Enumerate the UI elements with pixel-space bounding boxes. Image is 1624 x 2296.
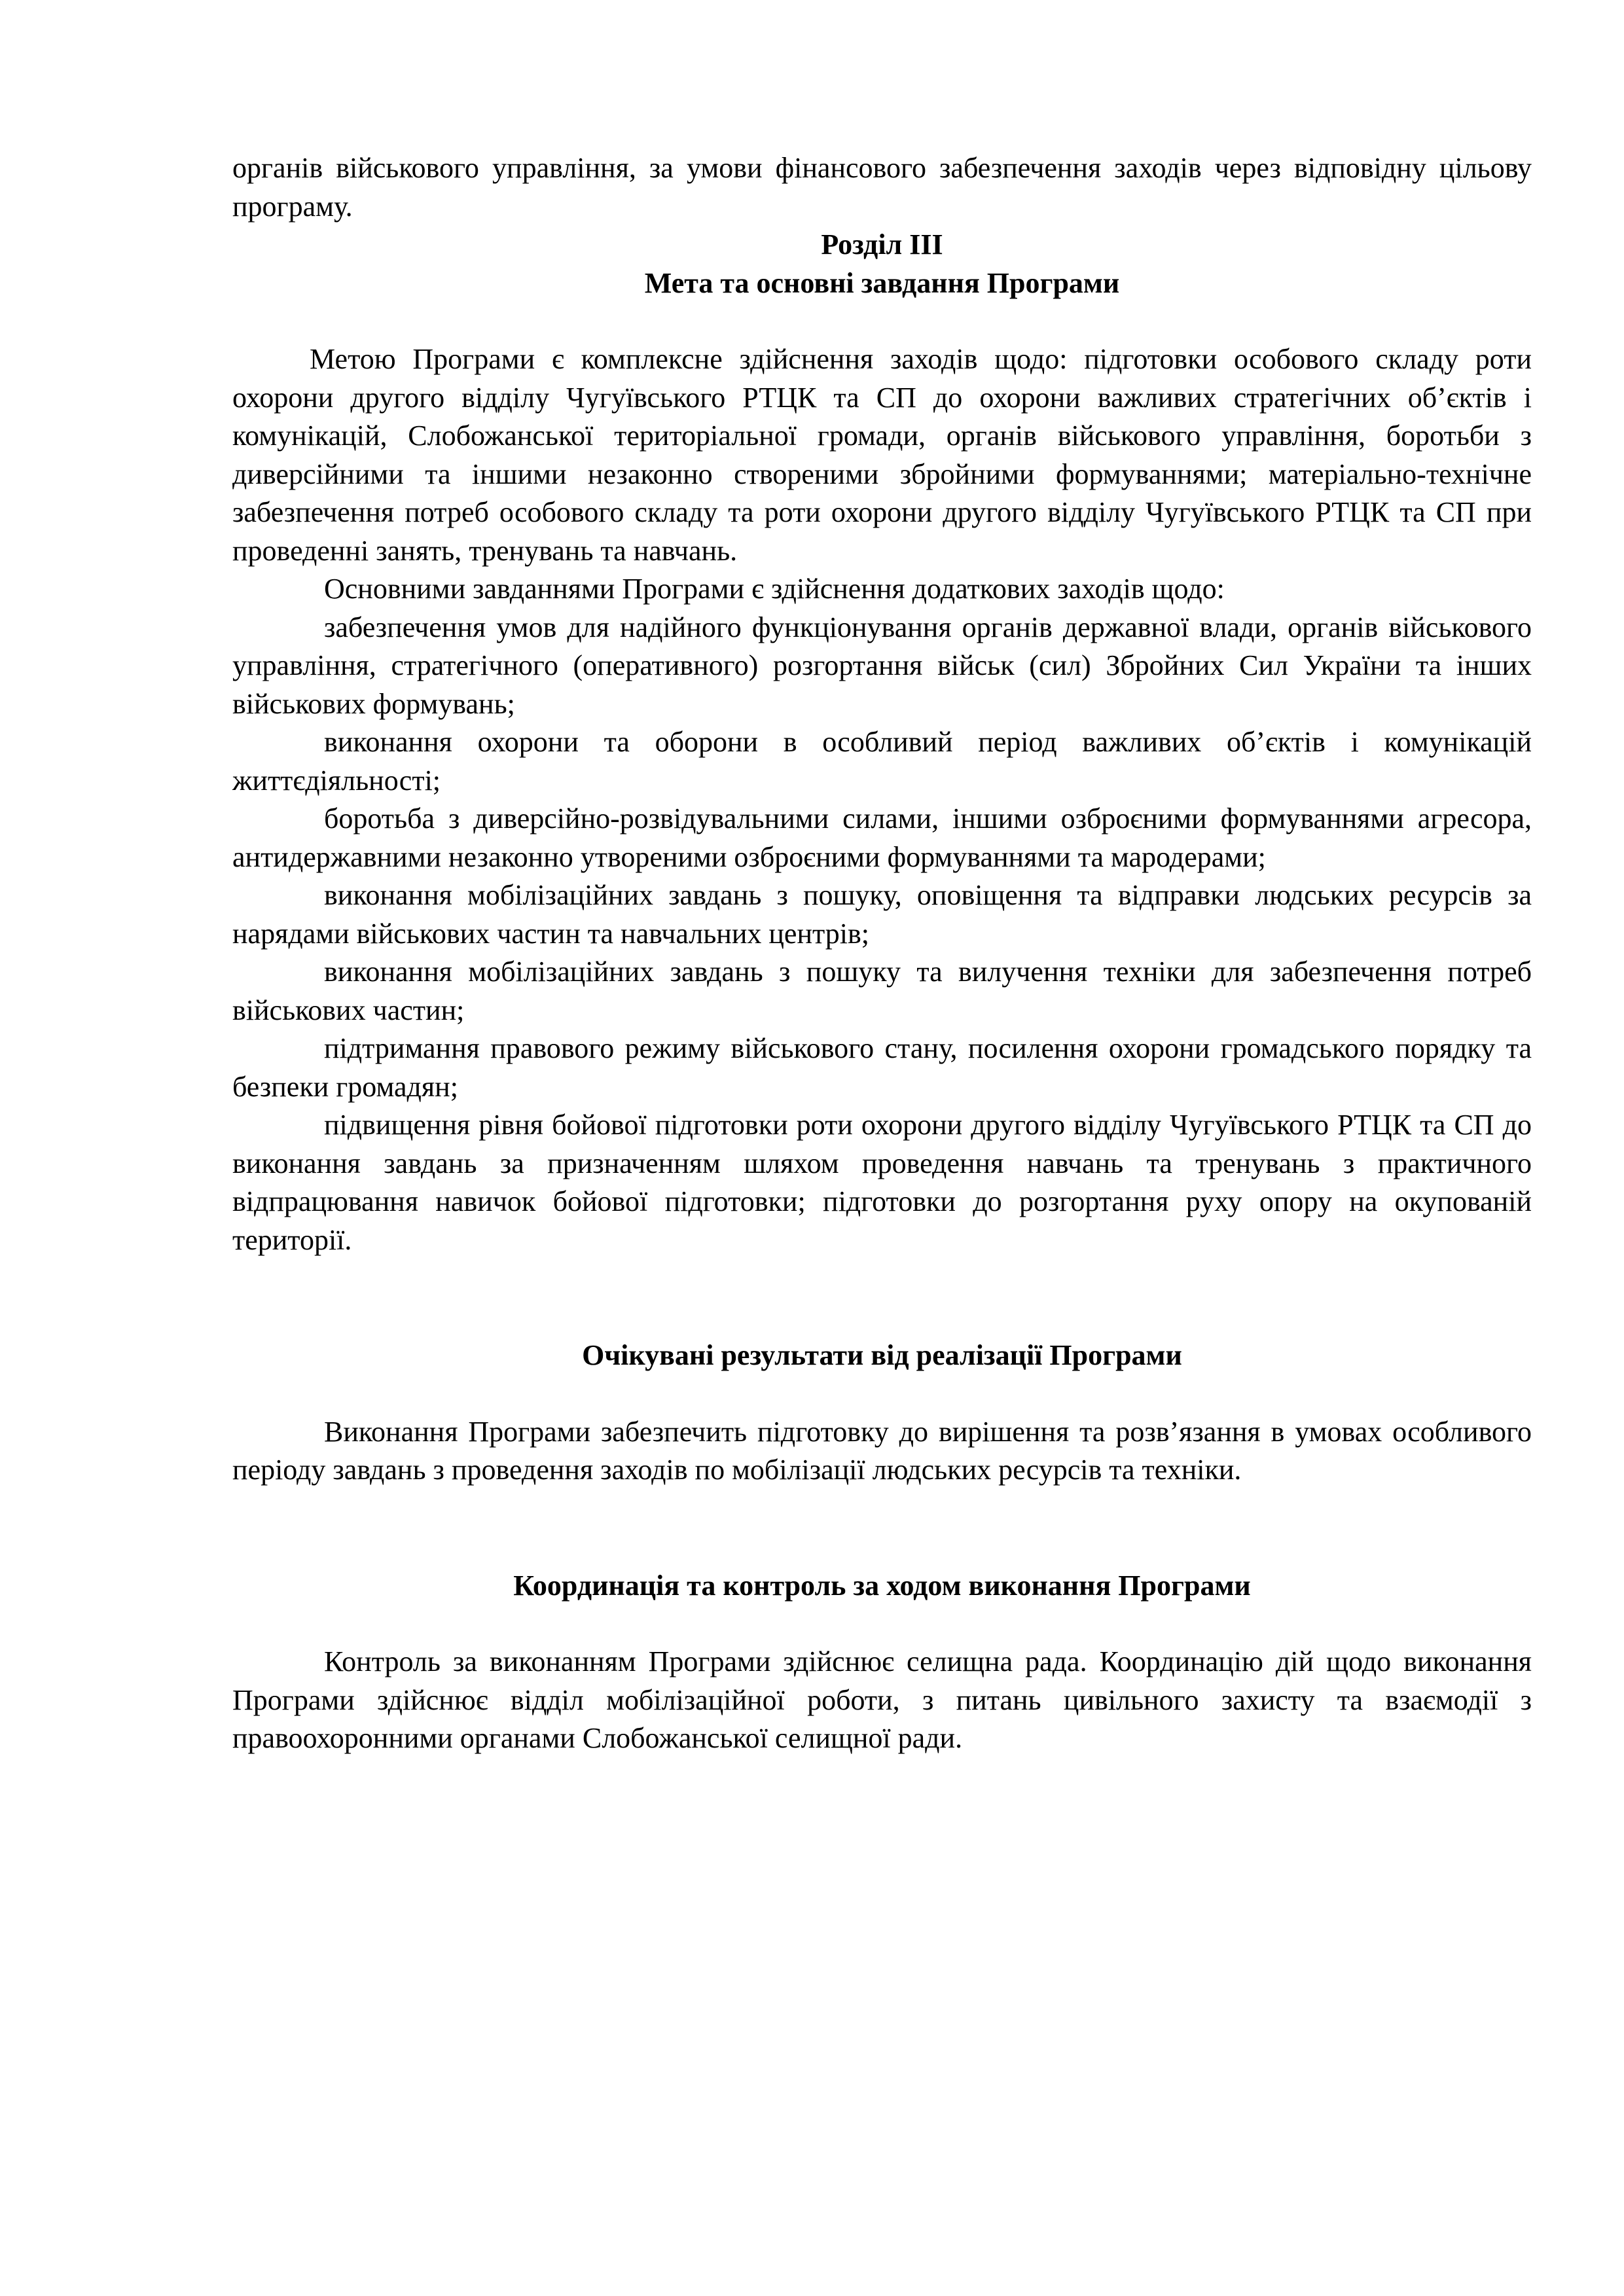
section-title: Мета та основні завдання Програми	[644, 266, 1120, 299]
task-item: підвищення рівня бойової підготовки роти охорони другого відділу Чугуївського РТЦК та СП до виконання завдань за призначенням шляхом проведення навчань та тренувань з практичного відпрацювання навичок бойової підготовки; підготовки до розгортання руху опору на окупованій території.	[232, 1109, 1532, 1256]
section-label: Розділ III	[821, 228, 943, 260]
spacer	[232, 1259, 1532, 1336]
control-heading: Координація та контроль за ходом виконання Програми	[513, 1569, 1251, 1602]
spacer	[232, 1490, 1532, 1567]
spacer	[232, 302, 1532, 340]
task-item: виконання мобілізаційних завдань з пошуку та вилучення техніки для забезпечення потреб військових частин;	[232, 956, 1532, 1026]
task-item: виконання охорони та оборони в особливий період важливих об’єктів і комунікацій життєдіяльності;	[232, 726, 1532, 797]
task-item: боротьба з диверсійно-розвідувальними силами, іншими озброєними формуваннями агресора, антидержавними незаконно утвореними озброєними формуваннями та мародерами;	[232, 802, 1532, 873]
task-item: підтримання правового режиму військового стану, посилення охорони громадського порядку та безпеки громадян;	[232, 1032, 1532, 1103]
spacer	[232, 1375, 1532, 1413]
tasks-list	[232, 609, 1532, 1260]
task-item: виконання мобілізаційних завдань з пошуку, оповіщення та відправки людських ресурсів за нарядами військових частин та навчальних центрів;	[232, 879, 1532, 950]
document-page	[232, 149, 1532, 1758]
control-paragraph: Контроль за виконанням Програми здійснює селищна рада. Координацію дій щодо виконання Програми здійснює відділ мобілізаційної роботи, з питань цивільного захисту та взаємодії з правоохоронними органами Слобожанської селищної ради.	[232, 1645, 1532, 1754]
tasks-intro: Основними завданнями Програми є здійснення додаткових заходів щодо:	[324, 573, 1225, 605]
goal-paragraph: Метою Програми є комплексне здійснення заходів щодо: підготовки особового складу роти охорони другого відділу Чугуївського РТЦК та СП до охорони важливих стратегічних об’єктів і комунікацій, Слобожанської територіальної громади, органів військового управління, боротьби з диверсійними та іншими незаконно створеними збройними формуваннями; матеріально-технічне забезпечення потреб особового складу та роти охорони другого відділу Чугуївського РТЦК та СП при проведенні занять, тренувань та навчань.	[232, 343, 1532, 567]
intro-fragment-paragraph: органів військового управління, за умови фінансового забезпечення заходів через відповідну цільову програму.	[232, 152, 1532, 223]
results-paragraph: Виконання Програми забезпечить підготовку до вирішення та розв’язання в умовах особливого періоду завдань з проведення заходів по мобілізації людських ресурсів та техніки.	[232, 1415, 1532, 1486]
spacer	[232, 1605, 1532, 1643]
results-heading: Очікувані результати від реалізації Програми	[582, 1339, 1182, 1371]
task-item: забезпечення умов для надійного функціонування органів державної влади, органів військового управління, стратегічного (оперативного) розгортання військ (сил) Збройних Сил України та інших військових формувань;	[232, 611, 1532, 720]
